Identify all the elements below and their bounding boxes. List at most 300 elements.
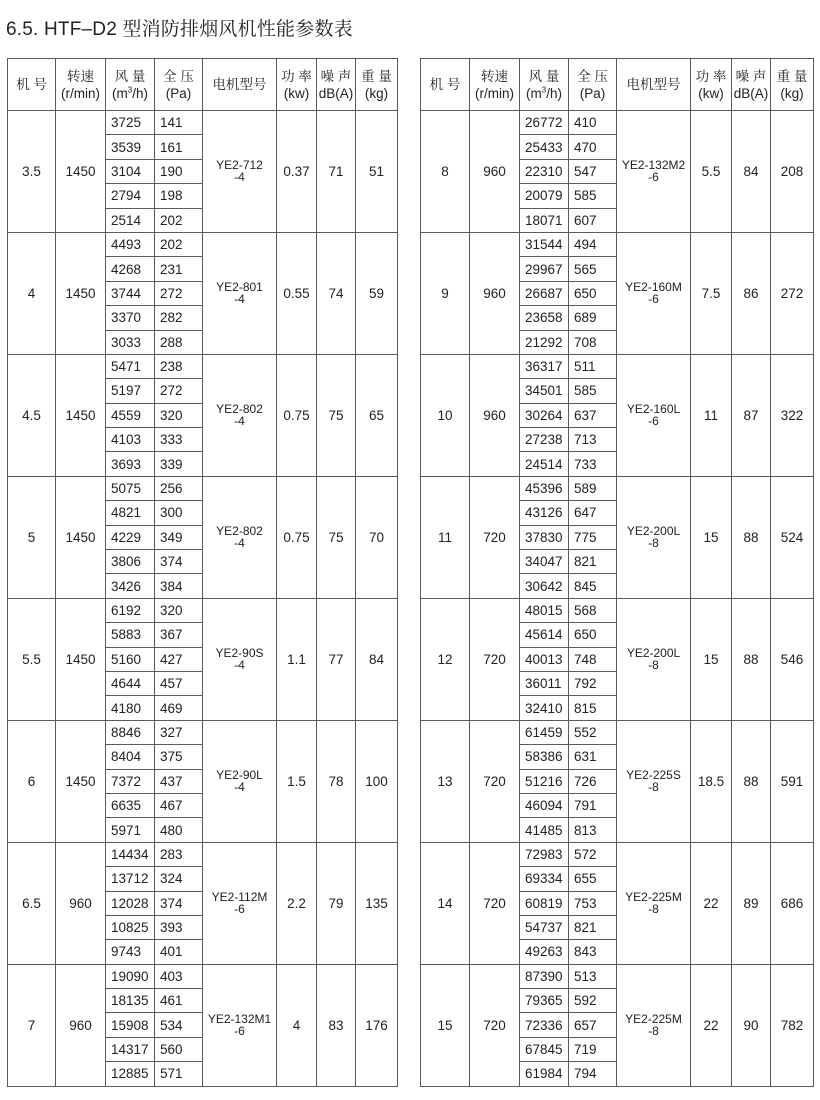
unit-superscript: 3 — [541, 85, 547, 94]
cell-airflow: 8846 — [106, 720, 155, 744]
cell-weight: 59 — [356, 232, 398, 354]
table-row — [421, 111, 814, 135]
cell-airflow: 13712 — [106, 867, 155, 891]
cell-pressure: 753 — [569, 891, 617, 915]
header-label: 功 率 — [281, 68, 312, 84]
col-header-weight — [356, 59, 398, 111]
cell-airflow: 30642 — [520, 574, 569, 598]
cell-airflow: 43126 — [520, 501, 569, 525]
motor-model-line2: -4 — [234, 292, 245, 307]
cell-weight: 65 — [356, 354, 398, 476]
cell-airflow: 3104 — [106, 159, 155, 183]
cell-noise: 79 — [317, 842, 356, 964]
cell-pressure: 592 — [569, 989, 617, 1013]
motor-model-line1: YE2-90L — [216, 768, 263, 783]
header-label: 全 压 — [577, 68, 608, 84]
cell-airflow: 5971 — [106, 818, 155, 842]
cell-power: 15 — [691, 476, 732, 598]
col-header-power — [277, 59, 317, 111]
header-unit: dB(A) — [733, 85, 769, 101]
cell-pressure: 733 — [569, 452, 617, 476]
cell-airflow: 5471 — [106, 354, 155, 378]
cell-motor — [203, 476, 277, 598]
cell-motor — [617, 598, 691, 720]
cell-airflow: 4493 — [106, 232, 155, 256]
cell-power: 4 — [277, 964, 317, 1086]
cell-power: 2.2 — [277, 842, 317, 964]
cell-pressure: 461 — [155, 989, 203, 1013]
cell-speed: 1450 — [56, 354, 106, 476]
cell-pressure: 469 — [155, 696, 203, 720]
cell-motor — [203, 720, 277, 842]
cell-pressure: 231 — [155, 257, 203, 281]
cell-airflow: 10825 — [106, 915, 155, 939]
cell-pressure: 374 — [155, 891, 203, 915]
cell-airflow: 36317 — [520, 354, 569, 378]
col-header-weight — [771, 59, 814, 111]
cell-pressure: 272 — [155, 379, 203, 403]
cell-weight: 524 — [771, 476, 814, 598]
cell-pressure: 320 — [155, 403, 203, 427]
cell-pressure: 589 — [569, 476, 617, 500]
cell-pressure: 647 — [569, 501, 617, 525]
cell-noise: 71 — [317, 111, 356, 233]
cell-model: 13 — [421, 720, 470, 842]
cell-pressure: 141 — [155, 111, 203, 135]
cell-motor — [617, 232, 691, 354]
table-row — [8, 111, 398, 135]
table-row — [8, 964, 398, 988]
cell-airflow: 51216 — [520, 769, 569, 793]
cell-noise: 77 — [317, 598, 356, 720]
cell-airflow: 4268 — [106, 257, 155, 281]
cell-pressure: 726 — [569, 769, 617, 793]
cell-pressure: 708 — [569, 330, 617, 354]
motor-model-line1: YE2-160L — [626, 402, 681, 417]
cell-airflow: 23658 — [520, 306, 569, 330]
cell-airflow: 8404 — [106, 745, 155, 769]
cell-pressure: 349 — [155, 525, 203, 549]
cell-airflow: 5883 — [106, 623, 155, 647]
cell-weight: 51 — [356, 111, 398, 233]
cell-power: 5.5 — [691, 111, 732, 233]
cell-speed: 1450 — [56, 232, 106, 354]
page-title: 6.5. HTF–D2 型消防排烟风机性能参数表 — [6, 19, 353, 40]
motor-model-line1: YE2-200L — [626, 524, 681, 539]
col-header-motor — [203, 59, 277, 111]
cell-pressure: 161 — [155, 135, 203, 159]
col-header-speed — [470, 59, 520, 111]
cell-motor — [617, 111, 691, 233]
cell-airflow: 14317 — [106, 1037, 155, 1061]
cell-airflow: 45614 — [520, 623, 569, 647]
motor-model-line1: YE2-90S — [215, 646, 264, 661]
col-header-power — [691, 59, 732, 111]
motor-model-line2: -4 — [234, 780, 245, 795]
cell-pressure: 513 — [569, 964, 617, 988]
motor-model-line2: -8 — [648, 902, 659, 917]
motor-model-line2: -4 — [234, 658, 245, 673]
cell-model: 11 — [421, 476, 470, 598]
motor-model-line2: -6 — [648, 414, 659, 429]
header-unit — [106, 85, 154, 102]
table-row — [421, 964, 814, 988]
cell-airflow: 14434 — [106, 842, 155, 866]
cell-pressure: 288 — [155, 330, 203, 354]
cell-airflow: 12028 — [106, 891, 155, 915]
cell-noise: 87 — [732, 354, 771, 476]
cell-noise: 86 — [732, 232, 771, 354]
cell-pressure: 384 — [155, 574, 203, 598]
table-row — [421, 842, 814, 866]
motor-model-line2: -4 — [234, 536, 245, 551]
cell-pressure: 748 — [569, 647, 617, 671]
cell-airflow: 3744 — [106, 281, 155, 305]
cell-motor — [203, 111, 277, 233]
unit-part: /h) — [546, 85, 562, 101]
cell-airflow: 18135 — [106, 989, 155, 1013]
cell-airflow: 4644 — [106, 671, 155, 695]
cell-power: 18.5 — [691, 720, 732, 842]
cell-airflow: 3033 — [106, 330, 155, 354]
cell-airflow: 22310 — [520, 159, 569, 183]
cell-weight: 100 — [356, 720, 398, 842]
cell-power: 0.75 — [277, 354, 317, 476]
cell-pressure: 202 — [155, 232, 203, 256]
cell-noise: 75 — [317, 354, 356, 476]
cell-model: 6.5 — [8, 842, 56, 964]
cell-pressure: 467 — [155, 793, 203, 817]
cell-airflow: 26772 — [520, 111, 569, 135]
cell-airflow: 46094 — [520, 793, 569, 817]
cell-speed: 720 — [470, 842, 520, 964]
cell-speed: 960 — [56, 964, 106, 1086]
cell-power: 7.5 — [691, 232, 732, 354]
cell-pressure: 437 — [155, 769, 203, 793]
cell-pressure: 320 — [155, 598, 203, 622]
cell-pressure: 457 — [155, 671, 203, 695]
cell-airflow: 20079 — [520, 184, 569, 208]
cell-model: 6 — [8, 720, 56, 842]
cell-motor — [617, 354, 691, 476]
header-unit: (kg) — [364, 85, 389, 101]
cell-pressure: 511 — [569, 354, 617, 378]
cell-pressure: 585 — [569, 184, 617, 208]
cell-airflow: 3370 — [106, 306, 155, 330]
cell-weight: 322 — [771, 354, 814, 476]
cell-airflow: 4559 — [106, 403, 155, 427]
motor-model-line1: YE2-802 — [216, 524, 263, 539]
cell-pressure: 534 — [155, 1013, 203, 1037]
cell-airflow: 18071 — [520, 208, 569, 232]
cell-pressure: 719 — [569, 1037, 617, 1061]
table-row — [8, 232, 398, 256]
col-header-speed — [56, 59, 106, 111]
cell-airflow: 48015 — [520, 598, 569, 622]
cell-airflow: 30264 — [520, 403, 569, 427]
cell-airflow: 69334 — [520, 867, 569, 891]
table-header — [421, 59, 814, 111]
cell-pressure: 813 — [569, 818, 617, 842]
col-header-noise — [732, 59, 771, 111]
motor-model-line1: YE2-225M — [625, 890, 682, 905]
cell-pressure: 650 — [569, 623, 617, 647]
table-row — [421, 232, 814, 256]
header-label: 重 量 — [361, 68, 392, 84]
cell-speed: 720 — [470, 964, 520, 1086]
cell-airflow: 4180 — [106, 696, 155, 720]
header-label: 噪 声 — [735, 68, 767, 84]
cell-pressure: 791 — [569, 793, 617, 817]
cell-pressure: 631 — [569, 745, 617, 769]
cell-pressure: 427 — [155, 647, 203, 671]
cell-pressure: 775 — [569, 525, 617, 549]
performance-table-left — [7, 58, 398, 1087]
header-unit: (Pa) — [579, 85, 606, 101]
cell-pressure: 821 — [569, 550, 617, 574]
cell-model: 3.5 — [8, 111, 56, 233]
cell-airflow: 34047 — [520, 550, 569, 574]
cell-airflow: 5075 — [106, 476, 155, 500]
cell-airflow: 3725 — [106, 111, 155, 135]
cell-airflow: 36011 — [520, 671, 569, 695]
header-unit: (kw) — [698, 85, 724, 101]
performance-table-right — [420, 58, 814, 1087]
motor-model-line1: YE2-132M2 — [621, 158, 686, 173]
table-row — [8, 842, 398, 866]
header-label: 转速 — [67, 68, 94, 84]
motor-model-line2: -8 — [648, 658, 659, 673]
cell-pressure: 327 — [155, 720, 203, 744]
cell-pressure: 552 — [569, 720, 617, 744]
col-header-noise — [317, 59, 356, 111]
cell-noise: 88 — [732, 720, 771, 842]
cell-airflow: 24514 — [520, 452, 569, 476]
cell-airflow: 32410 — [520, 696, 569, 720]
cell-pressure: 845 — [569, 574, 617, 598]
motor-model-line1: YE2-200L — [626, 646, 681, 661]
motor-model-line2: -6 — [234, 902, 245, 917]
header-unit — [520, 85, 568, 102]
motor-model-line2: -8 — [648, 536, 659, 551]
table-body — [421, 111, 814, 1087]
motor-model-line1: YE2-801 — [216, 280, 263, 295]
cell-weight: 546 — [771, 598, 814, 720]
cell-pressure: 607 — [569, 208, 617, 232]
cell-pressure: 565 — [569, 257, 617, 281]
cell-motor — [203, 842, 277, 964]
cell-noise: 74 — [317, 232, 356, 354]
cell-noise: 75 — [317, 476, 356, 598]
motor-model-line2: -8 — [648, 1024, 659, 1039]
cell-model: 5.5 — [8, 598, 56, 720]
cell-airflow: 72983 — [520, 842, 569, 866]
cell-airflow: 6192 — [106, 598, 155, 622]
cell-motor — [617, 964, 691, 1086]
cell-pressure: 821 — [569, 915, 617, 939]
cell-speed: 720 — [470, 598, 520, 720]
table-row — [421, 598, 814, 622]
cell-airflow: 3426 — [106, 574, 155, 598]
header-label: 重 量 — [776, 68, 808, 84]
header-label: 机 号 — [16, 77, 47, 92]
cell-pressure: 494 — [569, 232, 617, 256]
cell-pressure: 375 — [155, 745, 203, 769]
header-label: 噪 声 — [320, 68, 352, 84]
header-label: 风 量 — [528, 68, 560, 84]
cell-pressure: 571 — [155, 1062, 203, 1086]
cell-airflow: 67845 — [520, 1037, 569, 1061]
cell-pressure: 568 — [569, 598, 617, 622]
unit-part: (m — [526, 85, 542, 101]
cell-pressure: 393 — [155, 915, 203, 939]
cell-airflow: 31544 — [520, 232, 569, 256]
motor-model-line1: YE2-160M — [625, 280, 682, 295]
cell-airflow: 5197 — [106, 379, 155, 403]
col-header-pressure — [569, 59, 617, 111]
cell-pressure: 401 — [155, 940, 203, 964]
cell-airflow: 58386 — [520, 745, 569, 769]
cell-pressure: 637 — [569, 403, 617, 427]
header-row — [421, 59, 814, 111]
cell-pressure: 403 — [155, 964, 203, 988]
cell-noise: 90 — [732, 964, 771, 1086]
header-unit: (Pa) — [165, 85, 192, 101]
cell-motor — [617, 842, 691, 964]
cell-speed: 720 — [470, 476, 520, 598]
cell-speed: 1450 — [56, 720, 106, 842]
cell-motor — [203, 964, 277, 1086]
unit-part: (m — [112, 85, 128, 101]
cell-airflow: 61459 — [520, 720, 569, 744]
cell-model: 9 — [421, 232, 470, 354]
cell-airflow: 49263 — [520, 940, 569, 964]
cell-airflow: 7372 — [106, 769, 155, 793]
cell-pressure: 650 — [569, 281, 617, 305]
cell-weight: 591 — [771, 720, 814, 842]
cell-pressure: 843 — [569, 940, 617, 964]
header-label: 转速 — [481, 68, 508, 84]
cell-model: 8 — [421, 111, 470, 233]
cell-weight: 84 — [356, 598, 398, 720]
cell-pressure: 815 — [569, 696, 617, 720]
cell-model: 10 — [421, 354, 470, 476]
unit-part: /h) — [132, 85, 148, 101]
cell-weight: 70 — [356, 476, 398, 598]
cell-pressure: 713 — [569, 428, 617, 452]
motor-model-line2: -4 — [234, 414, 245, 429]
cell-pressure: 333 — [155, 428, 203, 452]
header-unit: (kw) — [283, 85, 310, 101]
cell-airflow: 37830 — [520, 525, 569, 549]
cell-power: 22 — [691, 964, 732, 1086]
cell-pressure: 283 — [155, 842, 203, 866]
cell-noise: 84 — [732, 111, 771, 233]
cell-model: 14 — [421, 842, 470, 964]
table-body — [8, 111, 398, 1087]
header-label: 风 量 — [114, 68, 146, 84]
cell-pressure: 272 — [155, 281, 203, 305]
cell-pressure: 367 — [155, 623, 203, 647]
cell-pressure: 792 — [569, 671, 617, 695]
cell-model: 7 — [8, 964, 56, 1086]
cell-speed: 1450 — [56, 476, 106, 598]
cell-pressure: 339 — [155, 452, 203, 476]
cell-power: 11 — [691, 354, 732, 476]
cell-airflow: 26687 — [520, 281, 569, 305]
header-label: 全 压 — [163, 68, 194, 84]
cell-airflow: 21292 — [520, 330, 569, 354]
cell-airflow: 34501 — [520, 379, 569, 403]
col-header-airflow — [106, 59, 155, 111]
cell-pressure: 198 — [155, 184, 203, 208]
cell-airflow: 2514 — [106, 208, 155, 232]
col-header-airflow — [520, 59, 569, 111]
cell-model: 5 — [8, 476, 56, 598]
cell-airflow: 41485 — [520, 818, 569, 842]
cell-airflow: 72336 — [520, 1013, 569, 1037]
cell-weight: 686 — [771, 842, 814, 964]
header-row — [8, 59, 398, 111]
cell-airflow: 4229 — [106, 525, 155, 549]
cell-pressure: 547 — [569, 159, 617, 183]
cell-weight: 135 — [356, 842, 398, 964]
cell-airflow: 79365 — [520, 989, 569, 1013]
cell-airflow: 40013 — [520, 647, 569, 671]
cell-model: 15 — [421, 964, 470, 1086]
cell-pressure: 689 — [569, 306, 617, 330]
motor-model-line1: YE2-712 — [216, 158, 263, 173]
cell-speed: 1450 — [56, 598, 106, 720]
cell-model: 4 — [8, 232, 56, 354]
cell-airflow: 61984 — [520, 1062, 569, 1086]
cell-airflow: 9743 — [106, 940, 155, 964]
table-header — [8, 59, 398, 111]
cell-airflow: 54737 — [520, 915, 569, 939]
motor-model-line2: -8 — [648, 780, 659, 795]
col-header-motor — [617, 59, 691, 111]
cell-motor — [617, 476, 691, 598]
motor-model-line2: -6 — [648, 170, 659, 185]
cell-pressure: 585 — [569, 379, 617, 403]
motor-model-line2: -6 — [234, 1024, 245, 1039]
cell-model: 12 — [421, 598, 470, 720]
cell-airflow: 3693 — [106, 452, 155, 476]
table-row — [8, 476, 398, 500]
cell-weight: 176 — [356, 964, 398, 1086]
cell-pressure: 560 — [155, 1037, 203, 1061]
cell-noise: 78 — [317, 720, 356, 842]
cell-pressure: 572 — [569, 842, 617, 866]
cell-power: 1.1 — [277, 598, 317, 720]
header-unit: (r/min) — [61, 85, 100, 101]
cell-speed: 720 — [470, 720, 520, 842]
header-unit: (r/min) — [475, 85, 514, 101]
cell-pressure: 410 — [569, 111, 617, 135]
cell-pressure: 657 — [569, 1013, 617, 1037]
cell-speed: 960 — [56, 842, 106, 964]
table-row — [8, 354, 398, 378]
col-header-model — [421, 59, 470, 111]
cell-motor — [617, 720, 691, 842]
cell-airflow: 3539 — [106, 135, 155, 159]
cell-airflow: 87390 — [520, 964, 569, 988]
cell-airflow: 4103 — [106, 428, 155, 452]
cell-noise: 83 — [317, 964, 356, 1086]
cell-power: 22 — [691, 842, 732, 964]
cell-airflow: 45396 — [520, 476, 569, 500]
cell-airflow: 19090 — [106, 964, 155, 988]
